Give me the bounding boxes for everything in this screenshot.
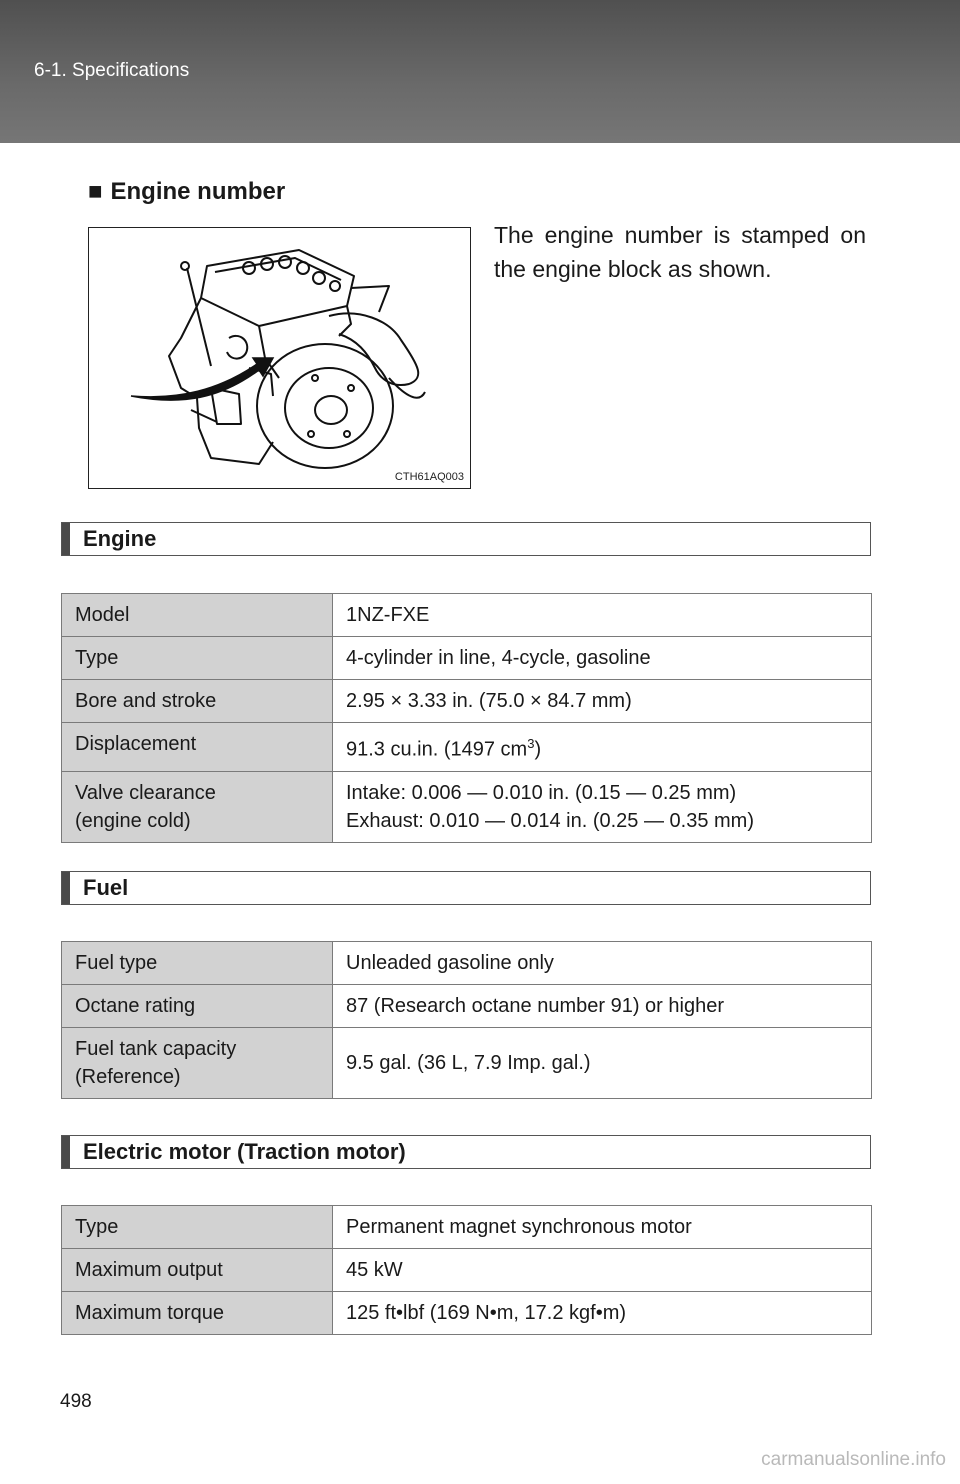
fuel-spec-table xyxy=(61,941,872,1099)
spec-value: 125 ft•lbf (169 N•m, 17.2 kgf•m) xyxy=(333,1292,872,1335)
figure-code: CTH61AQ003 xyxy=(394,471,464,483)
spec-label: Maximum output xyxy=(62,1249,333,1292)
spec-label: Octane rating xyxy=(62,985,333,1028)
motor-section-bar xyxy=(61,1135,871,1169)
page-header xyxy=(0,0,960,143)
fuel-section-bar xyxy=(61,871,871,905)
spec-label: Fuel type xyxy=(62,942,333,985)
motor-section-title: Electric motor (Traction motor) xyxy=(83,1139,406,1164)
engine-number-heading xyxy=(88,178,285,206)
table-row xyxy=(62,594,872,637)
table-row xyxy=(62,680,872,723)
engine-drawing xyxy=(89,228,469,487)
label-line: Valve clearance xyxy=(75,781,216,804)
spec-label: Displacement xyxy=(62,723,333,772)
section-title: 6-1. Specifications xyxy=(34,60,190,81)
engine-number-description: The engine number is stamped on the engine block as shown. xyxy=(494,222,866,282)
superscript: 3 xyxy=(527,736,535,751)
spec-label xyxy=(62,771,333,842)
page-number: 498 xyxy=(60,1391,92,1412)
spec-value: 4-cylinder in line, 4-cycle, gasoline xyxy=(333,637,872,680)
fuel-section-title: Fuel xyxy=(83,875,129,900)
value-line: Intake: 0.006 — 0.010 in. (0.15 — 0.25 mm) xyxy=(346,781,737,804)
table-row xyxy=(62,1028,872,1099)
spec-value: 9.5 gal. (36 L, 7.9 Imp. gal.) xyxy=(333,1028,872,1099)
spec-value: 87 (Research octane number 91) or higher xyxy=(333,985,872,1028)
table-row xyxy=(62,723,872,772)
spec-value: Unleaded gasoline only xyxy=(333,942,872,985)
spec-label: Bore and stroke xyxy=(62,680,333,723)
spec-value: Permanent magnet synchronous motor xyxy=(333,1206,872,1249)
spec-value: 2.95 × 3.33 in. (75.0 × 84.7 mm) xyxy=(333,680,872,723)
table-row xyxy=(62,1292,872,1335)
displacement-text: 91.3 cu.in. (1497 cm xyxy=(346,738,528,761)
displacement-close: ) xyxy=(534,738,542,761)
table-row xyxy=(62,1206,872,1249)
bullet-square-icon: ■ xyxy=(88,178,103,205)
motor-spec-table xyxy=(61,1205,872,1335)
table-row xyxy=(62,637,872,680)
label-line: (Reference) xyxy=(75,1066,181,1088)
table-row xyxy=(62,942,872,985)
table-row xyxy=(62,985,872,1028)
label-line: (engine cold) xyxy=(75,809,191,832)
value-line: Exhaust: 0.010 — 0.014 in. (0.25 — 0.35 mm) xyxy=(346,809,754,832)
engine-illustration xyxy=(88,227,471,489)
label-line: Fuel tank capacity xyxy=(75,1038,237,1060)
engine-section-bar xyxy=(61,522,871,556)
spec-value xyxy=(333,723,872,772)
spec-label: Maximum torque xyxy=(62,1292,333,1335)
spec-label: Type xyxy=(62,637,333,680)
spec-label xyxy=(62,1028,333,1099)
spec-label: Type xyxy=(62,1206,333,1249)
engine-number-title: Engine number xyxy=(110,178,286,205)
spec-value: 45 kW xyxy=(333,1249,872,1292)
engine-section-title: Engine xyxy=(83,526,157,551)
spec-label: Model xyxy=(62,594,333,637)
spec-value: 1NZ-FXE xyxy=(333,594,872,637)
watermark: carmanualsonline.info xyxy=(761,1449,946,1470)
table-row xyxy=(62,771,872,842)
engine-spec-table xyxy=(61,593,872,843)
table-row xyxy=(62,1249,872,1292)
spec-value xyxy=(333,771,872,842)
